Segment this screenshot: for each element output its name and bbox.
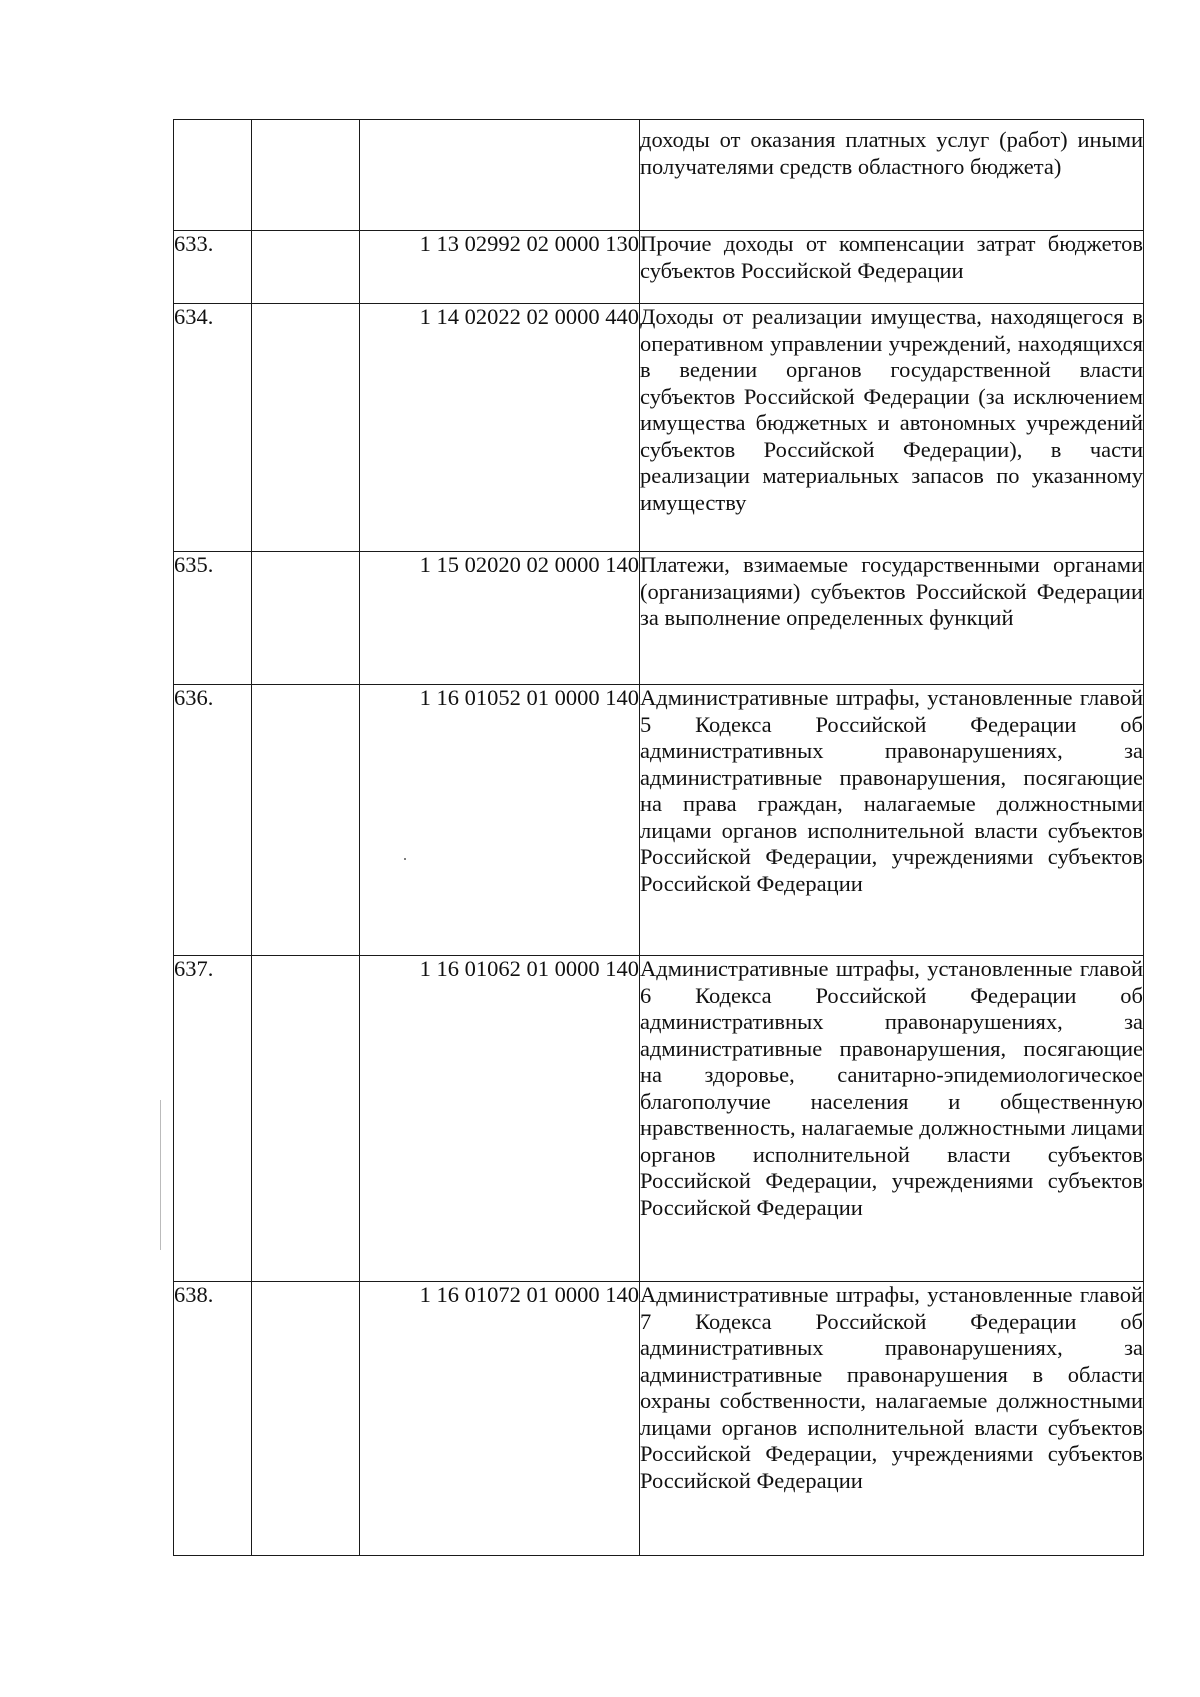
row-number — [174, 120, 252, 231]
revenue-description: доходы от оказания платных услуг (работ) иными получателями средств областного бюджета) — [640, 120, 1144, 231]
admin-code — [252, 1282, 360, 1556]
kbk-code: 1 13 02992 02 0000 130 — [360, 231, 640, 304]
admin-code — [252, 231, 360, 304]
scan-margin-mark — [160, 1100, 161, 1250]
revenue-description: Доходы от реализации имущества, находящегося в оперативном управлении учреждений, находящихся в ведении органов государственной власти субъектов Российской Федерации (за исключением имущества бюджетных и автономных учреждений субъектов Российской Федерации), в части реализации материальных запасов по указанному имуществу — [640, 304, 1144, 552]
revenue-description: Административные штрафы, установленные главой 6 Кодекса Российской Федерации об административных правонарушениях, за административные правонарушения, посягающие на здоровье, санитарно-эпидемиологическое благополучие населения и общественную нравственность, налагаемые должностными лицами органов исполнительной власти субъектов Российской Федерации, учреждениями субъектов Российской Федерации — [640, 956, 1144, 1282]
admin-code — [252, 304, 360, 552]
kbk-code: 1 16 01072 01 0000 140 — [360, 1282, 640, 1556]
row-number: 635. — [174, 552, 252, 685]
table-row — [174, 956, 1144, 1282]
row-number: 637. — [174, 956, 252, 1282]
kbk-code: 1 14 02022 02 0000 440 — [360, 304, 640, 552]
revenue-description: Административные штрафы, установленные главой 5 Кодекса Российской Федерации об административных правонарушениях, за административные правонарушения, посягающие на права граждан, налагаемые должностными лицами органов исполнительной власти субъектов Российской Федерации, учреждениями субъектов Российской Федерации — [640, 685, 1144, 956]
revenue-codes-table — [173, 119, 1144, 1556]
revenue-description: Прочие доходы от компенсации затрат бюджетов субъектов Российской Федерации — [640, 231, 1144, 304]
revenue-description: Платежи, взимаемые государственными органами (организациями) субъектов Российской Федерации за выполнение определенных функций — [640, 552, 1144, 685]
row-number: 634. — [174, 304, 252, 552]
table-row — [174, 304, 1144, 552]
row-number: 638. — [174, 1282, 252, 1556]
kbk-code: 1 16 01062 01 0000 140 — [360, 956, 640, 1282]
kbk-code — [360, 120, 640, 231]
row-number: 636. — [174, 685, 252, 956]
table-row — [174, 120, 1144, 231]
kbk-code: 1 15 02020 02 0000 140 — [360, 552, 640, 685]
admin-code — [252, 685, 360, 956]
table-row — [174, 552, 1144, 685]
admin-code — [252, 552, 360, 685]
admin-code — [252, 956, 360, 1282]
table-row — [174, 1282, 1144, 1556]
admin-code — [252, 120, 360, 231]
kbk-code: 1 16 01052 01 0000 140 — [360, 685, 640, 956]
scan-speck — [404, 858, 406, 860]
row-number: 633. — [174, 231, 252, 304]
revenue-description: Административные штрафы, установленные главой 7 Кодекса Российской Федерации об административных правонарушениях, за административные правонарушения в области охраны собственности, налагаемые должностными лицами органов исполнительной власти субъектов Российской Федерации, учреждениями субъектов Российской Федерации — [640, 1282, 1144, 1556]
table-row — [174, 231, 1144, 304]
table-row — [174, 685, 1144, 956]
